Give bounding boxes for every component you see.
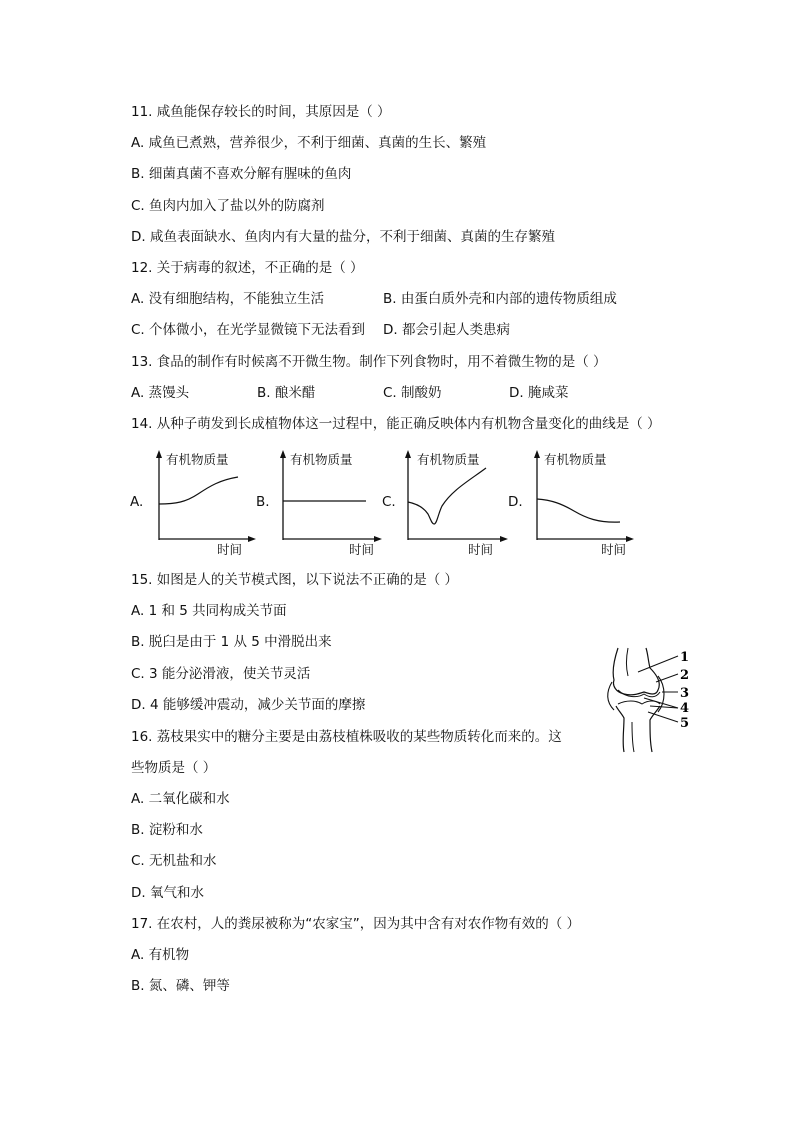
q17-option-b: B. 氮、磷、钾等 — [131, 978, 230, 994]
graph-x-label: 时间 — [468, 542, 494, 557]
q16-option-d: D. 氧气和水 — [131, 885, 204, 901]
graph-option-letter: C. — [382, 494, 396, 510]
lower-bone-left — [616, 706, 624, 752]
graph-y-label: 有机物质量 — [166, 452, 229, 467]
q16-stem-line2: 些物质是（ ） — [131, 760, 217, 776]
q15-option-b: B. 脱臼是由于 1 从 5 中滑脱出来 — [131, 634, 332, 650]
q14-graph-a — [128, 448, 258, 558]
q16-stem-line1: 16. 荔枝果实中的糖分主要是由荔枝植株吸收的某些物质转化而来的。这 — [131, 729, 562, 745]
q15-option-d: D. 4 能够缓冲震动，减少关节面的摩擦 — [131, 697, 366, 713]
q13-option-b: B. 酿米醋 — [257, 385, 316, 401]
upper-marrow-line — [627, 648, 629, 676]
q17-stem: 17. 在农村，人的粪尿被称为“农家宝”，因为其中含有对农作物有效的（ ） — [131, 916, 581, 932]
q17-option-a: A. 有机物 — [131, 947, 190, 963]
joint-label-1: 1 — [680, 650, 690, 665]
x-axis-arrow — [626, 536, 634, 542]
curve-rise — [159, 477, 238, 504]
y-axis-arrow — [534, 450, 540, 458]
q15-option-a: A. 1 和 5 共同构成关节面 — [131, 603, 287, 619]
joint-diagram — [604, 646, 700, 754]
q14-stem: 14. 从种子萌发到长成植物体这一过程中，能正确反映体内有机物含量变化的曲线是（ ） — [131, 416, 661, 432]
joint-label-2: 2 — [680, 668, 690, 683]
q12-stem: 12. 关于病毒的叙述，不正确的是（ ） — [131, 260, 364, 276]
graph-option-letter: D. — [508, 494, 523, 510]
q14-graph-c — [380, 448, 510, 558]
q12-option-d: D. 都会引起人类患病 — [383, 322, 510, 338]
joint-label-5: 5 — [680, 716, 690, 731]
q13-stem: 13. 食品的制作有时候离不开微生物。制作下列食物时，用不着微生物的是（ ） — [131, 354, 607, 370]
q11-stem: 11. 咸鱼能保存较长的时间，其原因是（ ） — [131, 104, 391, 120]
q13-option-d: D. 腌咸菜 — [509, 385, 569, 401]
graph-x-label: 时间 — [601, 542, 627, 557]
curve-fall — [537, 499, 620, 522]
graph-x-label: 时间 — [349, 542, 375, 557]
q16-option-a: A. 二氧化碳和水 — [131, 791, 230, 807]
graph-option-letter: B. — [256, 494, 270, 510]
graph-option-letter: A. — [130, 494, 144, 510]
q16-option-b: B. 淀粉和水 — [131, 822, 203, 838]
joint-label-4: 4 — [680, 701, 690, 716]
y-axis-arrow — [156, 450, 162, 458]
q14-graph-d — [506, 448, 636, 558]
lower-cartilage — [618, 701, 660, 704]
q11-option-a: A. 咸鱼已煮熟，营养很少，不利于细菌、真菌的生长、繁殖 — [131, 135, 487, 151]
q12-option-c: C. 个体微小，在光学显微镜下无法看到 — [131, 322, 366, 338]
q11-option-b: B. 细菌真菌不喜欢分解有腥味的鱼肉 — [131, 166, 352, 182]
q11-option-d: D. 咸鱼表面缺水、鱼肉内有大量的盐分，不利于细菌、真菌的生存繁殖 — [131, 229, 555, 245]
y-axis-arrow — [405, 450, 411, 458]
q12-option-a: A. 没有细胞结构，不能独立生活 — [131, 291, 325, 307]
graph-y-label: 有机物质量 — [544, 452, 607, 467]
q15-stem: 15. 如图是人的关节模式图，以下说法不正确的是（ ） — [131, 572, 459, 588]
joint-capsule-left — [608, 682, 614, 710]
q14-graph-b — [254, 448, 384, 558]
q15-option-c: C. 3 能分泌滑液，使关节灵活 — [131, 666, 311, 682]
q13-option-c: C. 制酸奶 — [383, 385, 442, 401]
upper-bone — [613, 648, 659, 695]
leader-line-1 — [638, 656, 678, 672]
curve-dip-then-rise — [408, 468, 486, 524]
graph-y-label: 有机物质量 — [417, 452, 480, 467]
joint-label-3: 3 — [680, 686, 690, 701]
lower-marrow-line — [632, 722, 634, 752]
q13-option-a: A. 蒸馒头 — [131, 385, 190, 401]
q16-option-c: C. 无机盐和水 — [131, 853, 217, 869]
graph-x-label: 时间 — [217, 542, 243, 557]
graph-y-label: 有机物质量 — [290, 452, 353, 467]
q12-option-b: B. 由蛋白质外壳和内部的遗传物质组成 — [383, 291, 617, 307]
q11-option-c: C. 鱼肉内加入了盐以外的防腐剂 — [131, 198, 325, 214]
y-axis-arrow — [280, 450, 286, 458]
